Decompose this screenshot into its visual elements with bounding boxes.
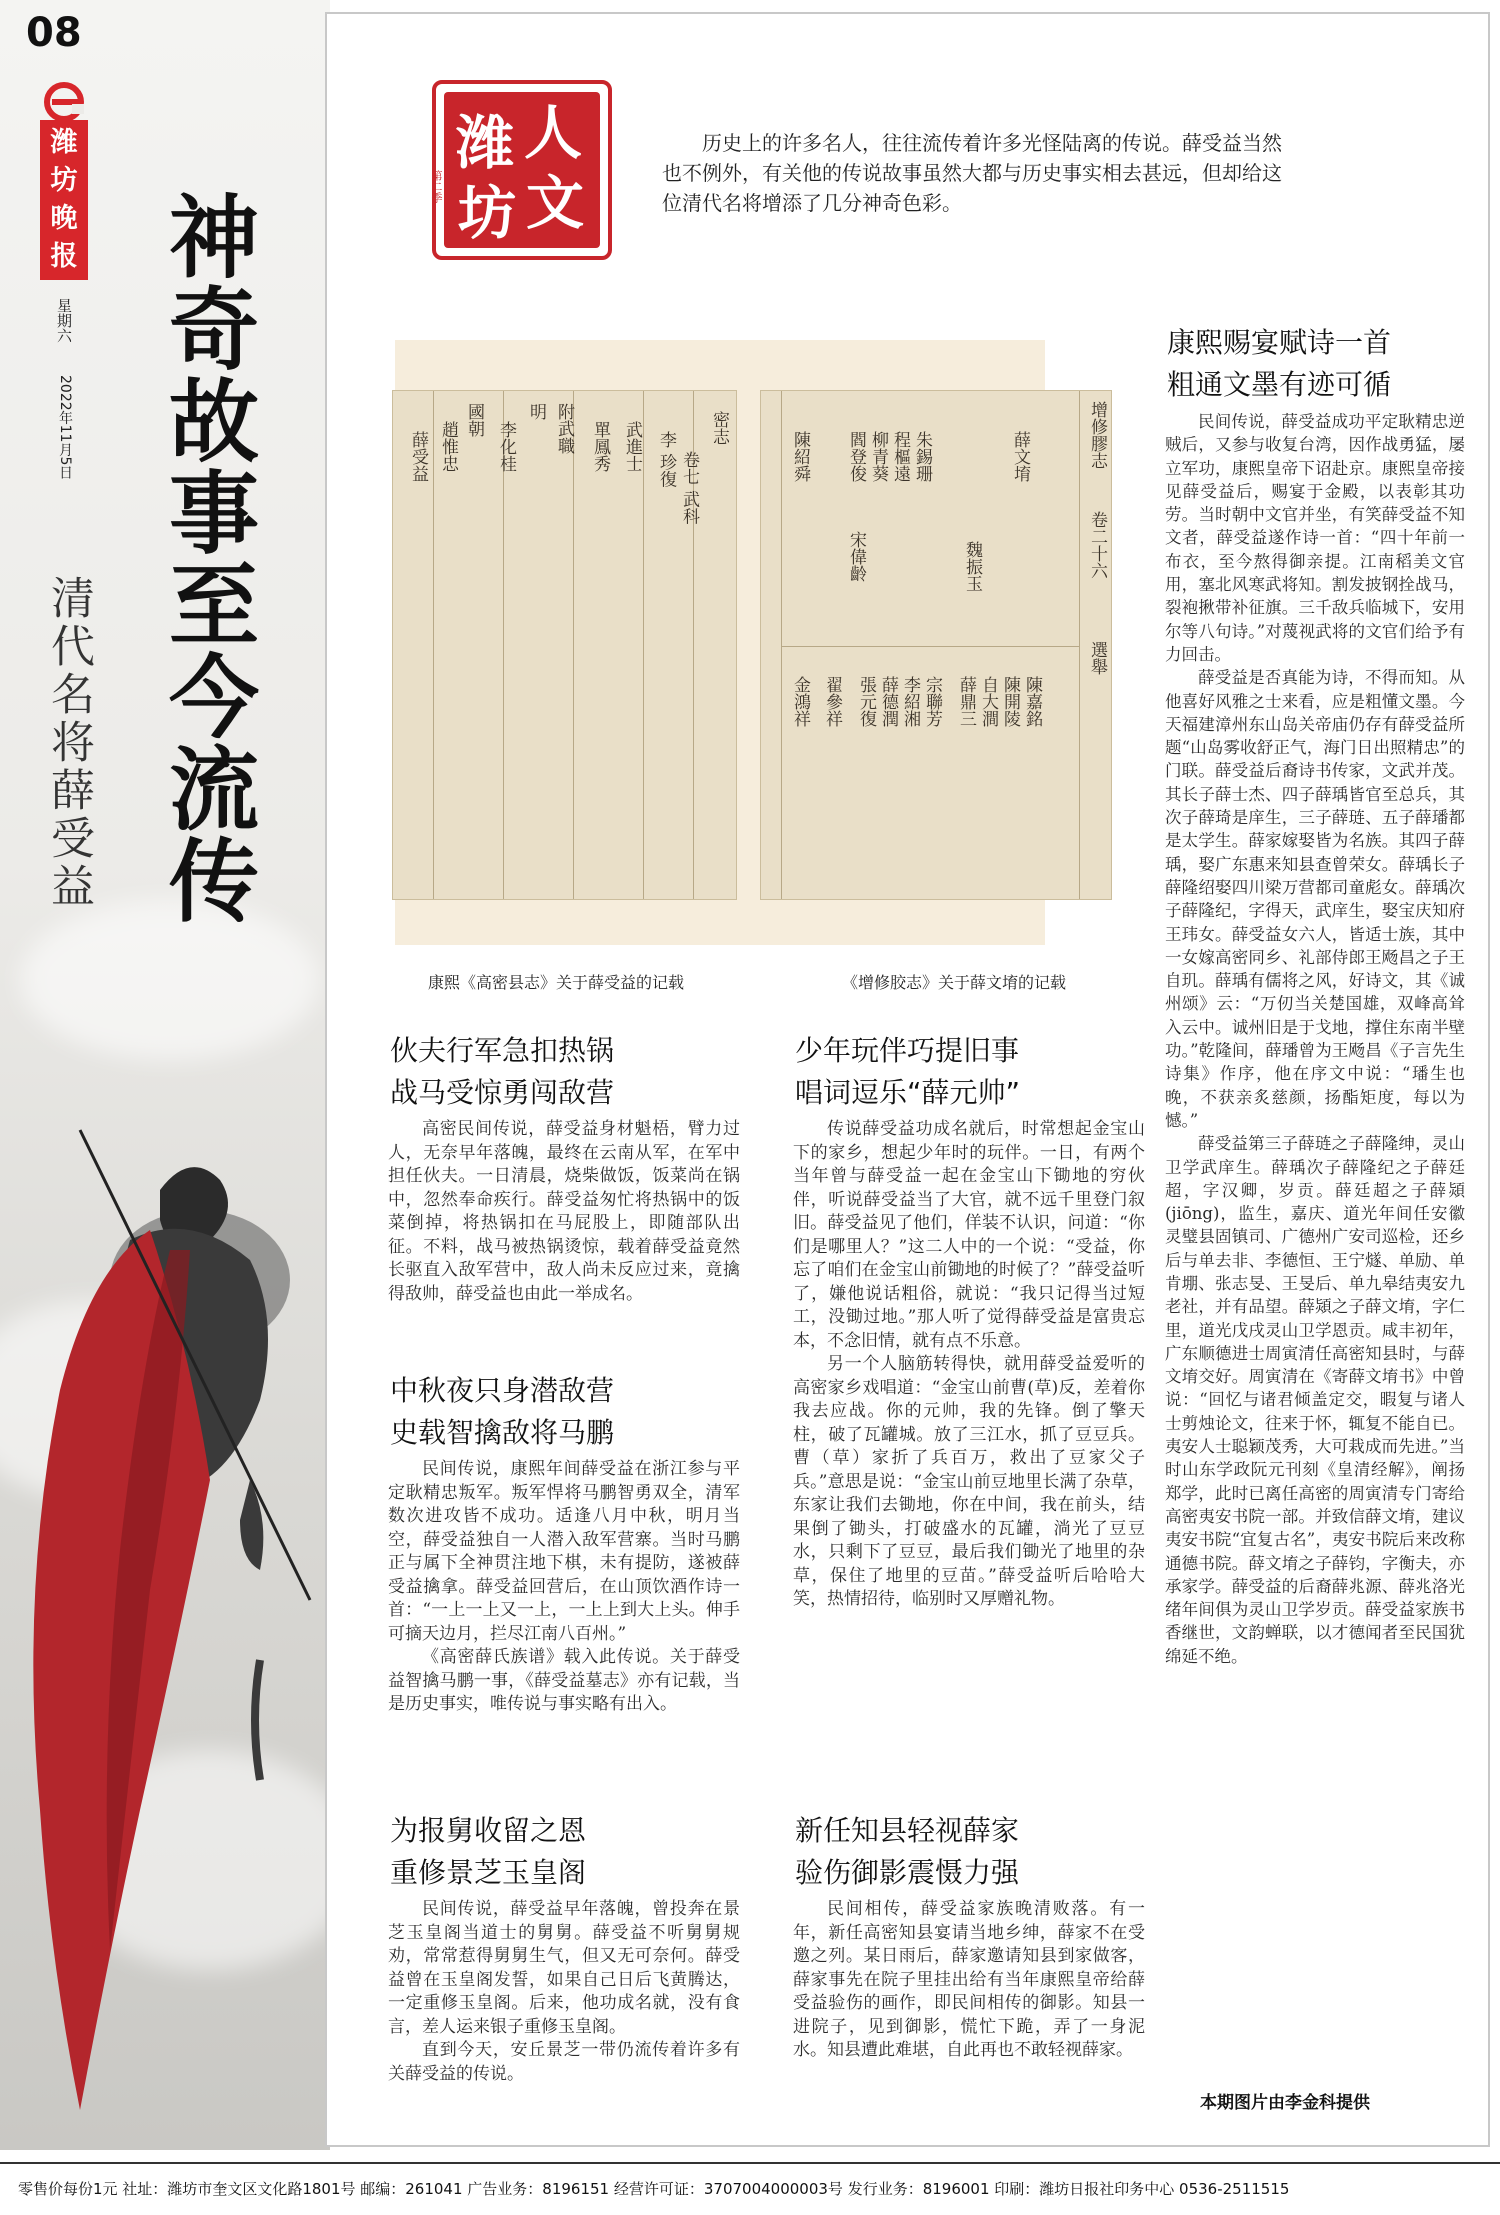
doc-column: 柳青葵	[868, 431, 888, 482]
doc-column: 自大澗	[978, 676, 998, 727]
doc-column: 程樞遠	[890, 431, 910, 482]
doc-column: 薛鼎三	[956, 676, 976, 727]
doc-column: 增修膠志	[1087, 401, 1107, 469]
doc-column: 選舉	[1087, 641, 1107, 675]
seal-char: 文	[526, 169, 585, 237]
footer-info: 零售价每份1元 社址：潍坊市奎文区文化路1801号 邮编：261041 广告业务：8196151 经营许可证：3707004000003号 发行业务：8196001 印刷：潍坊日报社印务中心 0536-2511515	[18, 2180, 1290, 2198]
doc-column: 單鳳秀	[590, 421, 610, 472]
doc-column: 張元復	[856, 676, 876, 727]
doc-column: 陳紹舜	[790, 431, 810, 482]
article-body: 民间传说，薛受益早年落魄，曾投奔在景芝玉皇阁当道士的舅舅。薛受益不听舅舅规劝，常常惹得舅舅生气，但又无可奈何。薛受益曾在玉皇阁发誓，如果自己日后飞黄腾达，一定重修玉皇阁。后来，他功成名就，没有食言，差人运来银子重修玉皇阁。 直到今天，安丘景芝一带仍流传着许多有关薛受益的传说。	[388, 1899, 740, 2084]
doc-column: 魏振玉	[962, 541, 982, 592]
doc-column: 陳開陵	[1000, 676, 1020, 727]
article-body: 民间相传，薛受益家族晚清败落。有一年，新任高密知县宴请当地乡绅，薛家不在受邀之列。某日雨后，薛家邀请知县到家做客，薛家事先在院子里挂出给有当年康熙皇帝给薛受益验伤的画作，即民间相传的御影。知县一进院子，见到御影，慌忙下跪，弄了一身泥水。知县遭此难堪，自此再也不敢轻视薛家。	[793, 1899, 1145, 2060]
doc-column: 李化桂	[496, 421, 516, 472]
article-body: 民间传说，薛受益成功平定耿精忠逆贼后，又参与收复台湾，因作战勇猛，屡立军功，康熙皇帝下诏赴京。康熙皇帝接见薛受益后，赐宴于金殿，以表彰其功劳。当时朝中文官并坐，有笑薛受益不知文者，薛受益遂作诗一首：“四十年前一布衣，至今熬得御亲提。江南稻美文官用，塞北风寒武将知。割发披钢拴战马，裂袍揪带补征旗。三千敌兵临城下，安用尔等八句诗。”对蔑视武将的文官们给予有力回击。 薛受益是否真能为诗，不得而知。从他喜好风雅之士来看，应是粗懂文墨。今天福建漳州东山岛关帝庙仍存有薛受益所题“山岛雾收舒正气，海门日出照精忠”的门联。薛受益后裔诗书传家，文武并茂。其长子薛士杰、四子薛瑀皆官至总兵，其次子薛琦是庠生，三子薛琏、五子薛璠都是太学生。薛家嫁娶皆为名族。其四子薛瑀，娶广东惠来知县查曾荣女。薛瑀长子薛隆绍娶四川梁万营都司童彪女。薛瑀次子薛隆纪，字得天，武庠生，娶宝庆知府王玮女。薛受益女六人，皆适士族，其中一女嫁高密同乡、礼部侍郎王飏昌之子王自玑。薛瑀有儒将之风，好诗文，其《诚州颂》云：“万仞当关楚国雄，双峰高耸入云中。诚州旧是于戈地，撑住东南半壁功。”乾隆间，薛璠曾为王飏昌《子言先生诗集》作序，他在序文中说：“璠生也晚，不获亲炙慈颜，扬酯矩度，每以为憾。” 薛受益第三子薛琏之子薛隆绅，灵山卫学武庠生。薛瑀次子薛隆纪之子薛廷超，字汉卿，岁贡。薛廷超之子薛熲(jiōng)，监生，嘉庆、道光年间任安徽灵璧县固镇司、广德州广安司巡检，还乡后与单去非、李德恒、王宁燧、单励、单肯堋、张志旻、王旻后、单九皋结夷安九老社，并有品望。薛熲之子薛文堉，字仁里，道光戊戌灵山卫学恩贡。咸丰初年，广东顺德进士周寅清任高密知县时，与薛文堉交好。周寅清在《寄薛文堉书》中曾说：“回忆与诸君倾盖定交，暇复与诸人士剪烛论文，往来于怀，辄复不能自已。夷安人士聪颖茂秀，大可栽成而先进。”当时山东学政阮元刊刻《皇清经解》，阐扬郑学，此时已离任高密的周寅清专门寄给高密夷安书院一部。并致信薛文堉，建议夷安书院“宜复古名”，夷安书院后来改称通德书院。薛文堉之子薛钧，字衡夫，亦承家学。薛受益的后裔薛兆源、薛兆洛光绪年间俱为灵山卫学岁贡。薛受益家族书香继世，文韵蝉联，以才德闻者至民国犹绵延不绝。	[1165, 412, 1465, 1666]
weekday: 星期六	[55, 298, 73, 343]
right-image-caption: 《增修胶志》关于薛文堉的记载	[842, 973, 1067, 992]
masthead-name: 潍坊晚报	[40, 120, 88, 280]
doc-column: 國朝	[464, 403, 484, 437]
issue-date: 2022年11月5日	[57, 375, 73, 480]
article-title: 伙夫行军急扣热锅 战马受惊勇闯敌营	[390, 1034, 615, 1109]
article-title: 中秋夜只身潜敌营 史载智擒敌将马鹏	[390, 1374, 615, 1449]
column-seal	[432, 80, 612, 260]
doc-column: 翟參祥	[822, 676, 842, 727]
subheadline: 清代名将薛受益	[43, 575, 94, 911]
doc-column: 李紹湘	[900, 676, 920, 727]
article-body: 传说薛受益功成名就后，时常想起金宝山下的家乡，想起少年时的玩伴。一日，有两个当年曾与薛受益一起在金宝山下锄地的穷伙伴，听说薛受益当了大官，就不远千里登门叙旧。薛受益见了他们，佯装不认识，问道：“你们是哪里人？”这二人中的一个说：“受益，你忘了咱们在金宝山前锄地的时候了？”薛受益听了，嫌他说话粗俗，就说：“我只记得当过短工，没锄过地。”那人听了觉得薛受益是富贵忘本，不念旧情，就有点不乐意。 另一个人脑筋转得快，就用薛受益爱听的高密家乡戏唱道：“金宝山前曹(草)反，差着你我去应战。你的元帅，我的先锋。倒了擎天柱，破了瓦罐城。放了三江水，抓了豆豆兵。曹（草）家折了兵百万，救出了豆家父子兵。”意思是说：“金宝山前豆地里长满了杂草，东家让我们去锄地，你在中间，我在前头，结果倒了锄头，打破盛水的瓦罐，淌光了豆豆水，只剩下了豆豆，最后我们锄光了地里的杂草，保住了地里的豆苗。”薛受益听后哈哈大笑，热情招待，临别时又厚赠礼物。	[793, 1119, 1145, 1609]
page-number: 08	[26, 10, 82, 56]
doc-column: 薛受益	[408, 431, 428, 482]
doc-column: 薛德潤	[878, 676, 898, 727]
jiaozhi-record-image	[760, 390, 1112, 900]
doc-column: 宋偉齡	[846, 531, 866, 582]
article-body: 民间传说，康熙年间薛受益在浙江参与平定耿精忠叛军。叛军悍将马鹏智勇双全，清军数次进攻皆不成功。适逢八月中秋，明月当空，薛受益独自一人潜入敌军营寨。当时马鹏正与属下全神贯注地下棋，未有提防，遂被薛受益擒拿。薛受益回营后，在山顶饮酒作诗一首：“一上一上又一上，一上上到大上头。伸手可摘天边月，拦尽江南八百州。” 《高密薛氏族谱》载入此传说。关于薛受益智擒马鹏一事，《薛受益墓志》亦有记载，当是历史事实，唯传说与事实略有出入。	[388, 1459, 740, 1714]
doc-column: 宗聯芳	[922, 676, 942, 727]
gaomi-county-record-image	[392, 390, 737, 900]
doc-column: 朱錫珊	[912, 431, 932, 482]
doc-column: 密志	[709, 411, 729, 445]
headline: 神奇故事至今流传	[153, 190, 258, 926]
seal-char: 坊	[458, 179, 517, 247]
doc-column: 武進士	[622, 421, 642, 472]
doc-column: 金鴻祥	[790, 676, 810, 727]
newspaper-logo-icon	[42, 80, 86, 124]
doc-column: 閻登俊	[846, 431, 866, 482]
doc-column: 明	[526, 403, 546, 420]
seal-char: 人	[524, 99, 583, 167]
seal-char: 潍	[456, 109, 515, 177]
column-season: 第二季	[430, 170, 443, 203]
footer-bar	[0, 2162, 1500, 2215]
warrior-illustration	[10, 1120, 330, 2140]
article-title: 康熙赐宴赋诗一首 粗通文墨有迹可循	[1167, 326, 1392, 401]
doc-column: 陳嘉銘	[1022, 676, 1042, 727]
doc-column: 附武職	[554, 403, 574, 454]
doc-column: 薛文堉	[1010, 431, 1030, 482]
doc-column: 趙惟忠	[438, 421, 458, 472]
intro-paragraph: 历史上的许多名人，往往流传着许多光怪陆离的传说。薛受益当然也不例外，有关他的传说故事虽然大都与历史事实相去甚远，但却给这位清代名将增添了几分神奇色彩。	[662, 131, 1282, 215]
article-title: 新任知县轻视薛家 验伤御影震慑力强	[795, 1814, 1020, 1889]
doc-column: 卷二十六	[1087, 511, 1107, 579]
doc-column: 李 珍復	[656, 431, 676, 488]
article-body: 高密民间传说，薛受益身材魁梧，臂力过人，无奈早年落魄，最终在云南从军，在军中担任伙夫。一日清晨，烧柴做饭，饭菜尚在锅中，忽然奉命疾行。薛受益匆忙将热锅中的饭菜倒掉，将热锅扣在马屁股上，即随部队出征。不料，战马被热锅烫惊，载着薛受益竟然长驱直入敌军营中，敌人尚未反应过来，竟擒得敌帅，薛受益也由此一举成名。	[388, 1119, 740, 1304]
doc-column: 卷七 武科	[679, 451, 699, 525]
photo-credit: 本期图片由李金科提供	[1200, 2093, 1370, 2113]
left-image-caption: 康熙《高密县志》关于薛受益的记载	[428, 973, 685, 992]
article-title: 少年玩伴巧提旧事 唱词逗乐“薛元帅”	[795, 1034, 1021, 1109]
article-title: 为报舅收留之恩 重修景芝玉皇阁	[390, 1814, 587, 1889]
